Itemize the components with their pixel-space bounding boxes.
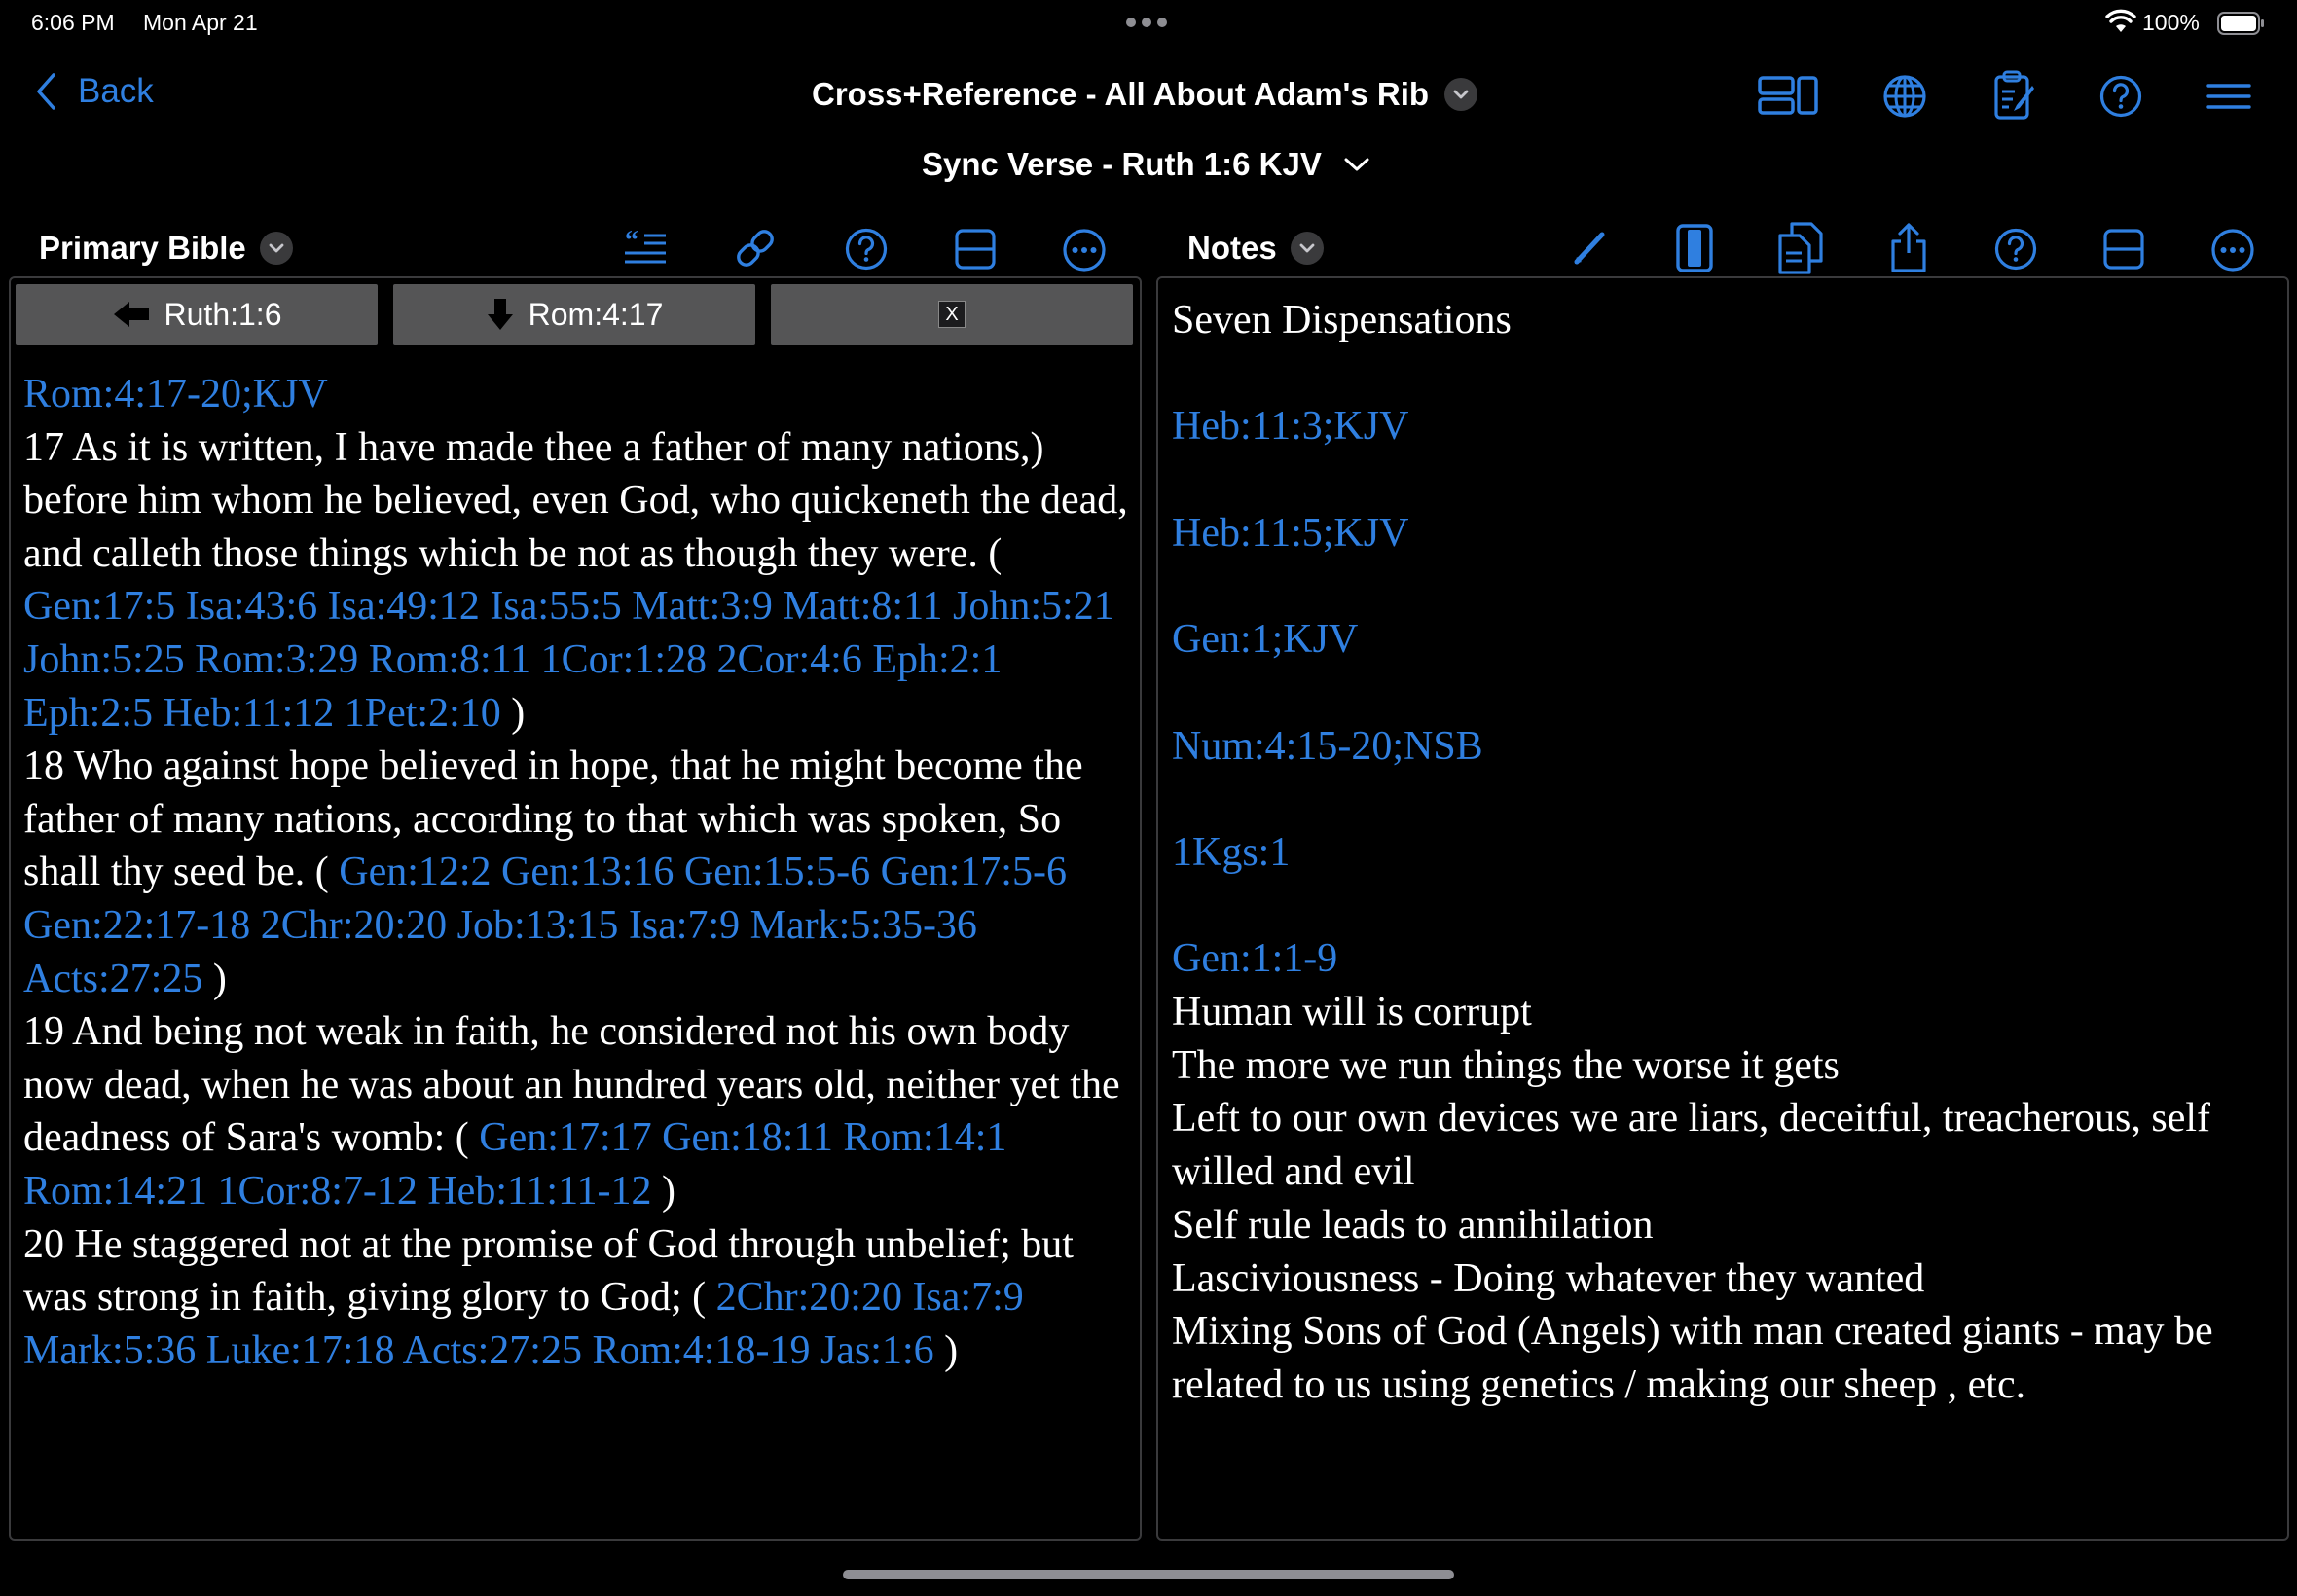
chevron-down-icon <box>1291 232 1324 265</box>
note-line: Self rule leads to annihilation <box>1172 1202 1654 1248</box>
note-line: Mixing Sons of God (Angels) with man created giants - may be related to us using genetics / making our sheep , etc. <box>1172 1309 2213 1407</box>
help-icon[interactable] <box>845 228 888 271</box>
note-blank-line <box>1172 667 2281 720</box>
nav-forward-label: Rom:4:17 <box>528 296 664 332</box>
verse-text: 17 As it is written, I have made thee a father of many nations,) before him whom he believed, even God, who quickeneth the dead, and calleth those things which be not as though they were. ( <box>23 424 1139 576</box>
document-title: Cross+Reference - All About Adam's Rib <box>812 76 1430 112</box>
help-icon[interactable] <box>1994 228 2037 271</box>
cross-reference-link[interactable]: 2Chr:20:20 Isa:7:9 Mark:5:36 Luke:17:18 Acts:27:25 Rom:4:18-19 Jas:1:6 <box>23 1275 1035 1373</box>
verse-text: ) <box>933 1327 959 1373</box>
sidebar-icon[interactable] <box>1676 224 1713 272</box>
multitasking-dots[interactable] <box>1126 18 1167 27</box>
home-indicator[interactable] <box>843 1570 1454 1579</box>
cross-reference-link[interactable]: Gen:17:17 Gen:18:11 Rom:14:1 Rom:14:21 1Cor:8:7-12 Heb:11:11-12 <box>23 1115 1017 1214</box>
more-icon[interactable] <box>1062 228 1107 272</box>
close-button[interactable] <box>771 284 1133 345</box>
sync-verse-label: Sync Verse - Ruth 1:6 KJV <box>922 146 1322 182</box>
arrow-down-icon <box>486 297 515 332</box>
verse-paragraph <box>23 421 1139 741</box>
globe-icon[interactable] <box>1882 74 1927 119</box>
note-reference-link[interactable]: Num:4:15-20;NSB <box>1172 723 1483 769</box>
notes-title: Notes <box>1187 230 1277 266</box>
verse-text: 20 He staggered not at the promise of God through unbelief; but was strong in faith, giving glory to God; ( <box>23 1221 1084 1321</box>
verse-text: ) <box>202 956 227 1001</box>
chevron-down-icon <box>1444 78 1477 111</box>
arrow-left-icon <box>112 300 151 329</box>
link-icon[interactable] <box>733 226 778 271</box>
verse-paragraph <box>23 1218 1133 1378</box>
menu-icon[interactable] <box>2206 82 2251 111</box>
primary-bible-selector[interactable] <box>39 230 293 267</box>
verse-text: ) <box>500 690 526 736</box>
cross-reference-link[interactable]: Rom:4:17-20;KJV <box>23 372 328 417</box>
verse-paragraph <box>23 1005 1133 1217</box>
note-reference-link[interactable]: 1Kgs:1 <box>1172 829 1291 875</box>
cross-reference-link[interactable]: Gen:12:2 Gen:13:16 Gen:15:5-6 Gen:17:5-6 Gen:22:17-18 2Chr:20:20 Job:13:15 Isa:7:9 Mark:5:35-36 Acts:27:25 <box>23 850 1077 1001</box>
more-icon[interactable] <box>2210 228 2255 272</box>
passage-reference <box>23 368 1133 421</box>
note-blank-line <box>1172 347 2281 401</box>
pencil-icon[interactable] <box>1571 227 1612 268</box>
note-line: Lasciviousness - Doing whatever they wanted <box>1172 1255 1925 1301</box>
split-view-icon[interactable] <box>2103 229 2144 270</box>
note-reference-link[interactable]: Gen:1:1-9 <box>1172 936 1338 982</box>
document-title-menu[interactable] <box>812 76 1477 113</box>
copy-icon[interactable] <box>1778 222 1823 274</box>
verse-text: 19 And being not weak in faith, he considered not his own body now dead, when he was about an hundred years old, neither yet the deadness of Sara's womb: ( <box>23 1009 1131 1161</box>
battery-icon <box>2217 12 2266 35</box>
back-label: Back <box>78 72 154 110</box>
back-button[interactable] <box>35 72 154 111</box>
share-icon[interactable] <box>1889 222 1928 272</box>
chevron-left-icon <box>35 72 56 111</box>
battery-percent: 100% <box>2142 10 2200 35</box>
note-reference-link[interactable]: Gen:1;KJV <box>1172 617 1359 663</box>
clipboard-edit-icon[interactable] <box>1993 70 2036 121</box>
verse-text: ) <box>651 1168 676 1214</box>
note-blank-line <box>1172 453 2281 507</box>
note-line: The more we run things the worse it gets <box>1172 1042 1840 1088</box>
notes-editor[interactable] <box>1172 294 2281 1530</box>
chevron-down-icon <box>1343 156 1370 173</box>
nav-forward-button[interactable] <box>393 284 755 345</box>
note-line: Seven Dispensations <box>1172 298 1512 343</box>
note-blank-line <box>1172 880 2281 933</box>
svg-text:“: “ <box>625 226 638 256</box>
verse-text: 18 Who against hope believed in hope, that he might become the father of many nations, according to that which was spoken, So shall thy seed be. ( <box>23 744 1094 895</box>
split-view-icon[interactable] <box>955 229 996 270</box>
wifi-icon <box>2106 11 2135 34</box>
cross-reference-link[interactable]: Gen:17:5 Isa:43:6 Isa:49:12 Isa:55:5 Matt:3:9 Matt:8:11 John:5:21 John:5:25 Rom:3:29 Rom:8:11 1Cor:1:28 2Cor:4:6 Eph:2:1 Eph:2:5 Heb:11:12 1Pet:2:10 <box>23 584 1125 736</box>
status-time: 6:06 PM <box>31 10 115 35</box>
note-reference-link[interactable]: Heb:11:3;KJV <box>1172 404 1409 450</box>
nav-back-label: Ruth:1:6 <box>164 296 282 332</box>
note-line: Left to our own devices we are liars, deceitful, treacherous, self willed and evil <box>1172 1096 2211 1195</box>
note-reference-link[interactable]: Heb:11:5;KJV <box>1172 510 1409 556</box>
notes-selector[interactable] <box>1187 230 1324 267</box>
quote-list-icon[interactable] <box>623 228 668 267</box>
note-blank-line <box>1172 773 2281 826</box>
note-line: Human will is corrupt <box>1172 990 1532 1035</box>
primary-bible-title: Primary Bible <box>39 230 246 266</box>
verse-paragraph <box>23 740 1133 1005</box>
layout-icon[interactable] <box>1758 76 1818 115</box>
help-icon[interactable] <box>2099 75 2142 118</box>
note-blank-line <box>1172 560 2281 613</box>
close-label: X <box>938 301 966 328</box>
sync-verse-selector[interactable] <box>922 146 1370 183</box>
bible-passage[interactable] <box>23 368 1139 1534</box>
chevron-down-icon <box>260 232 293 265</box>
status-date: Mon Apr 21 <box>143 10 258 35</box>
nav-back-button[interactable] <box>16 284 378 345</box>
